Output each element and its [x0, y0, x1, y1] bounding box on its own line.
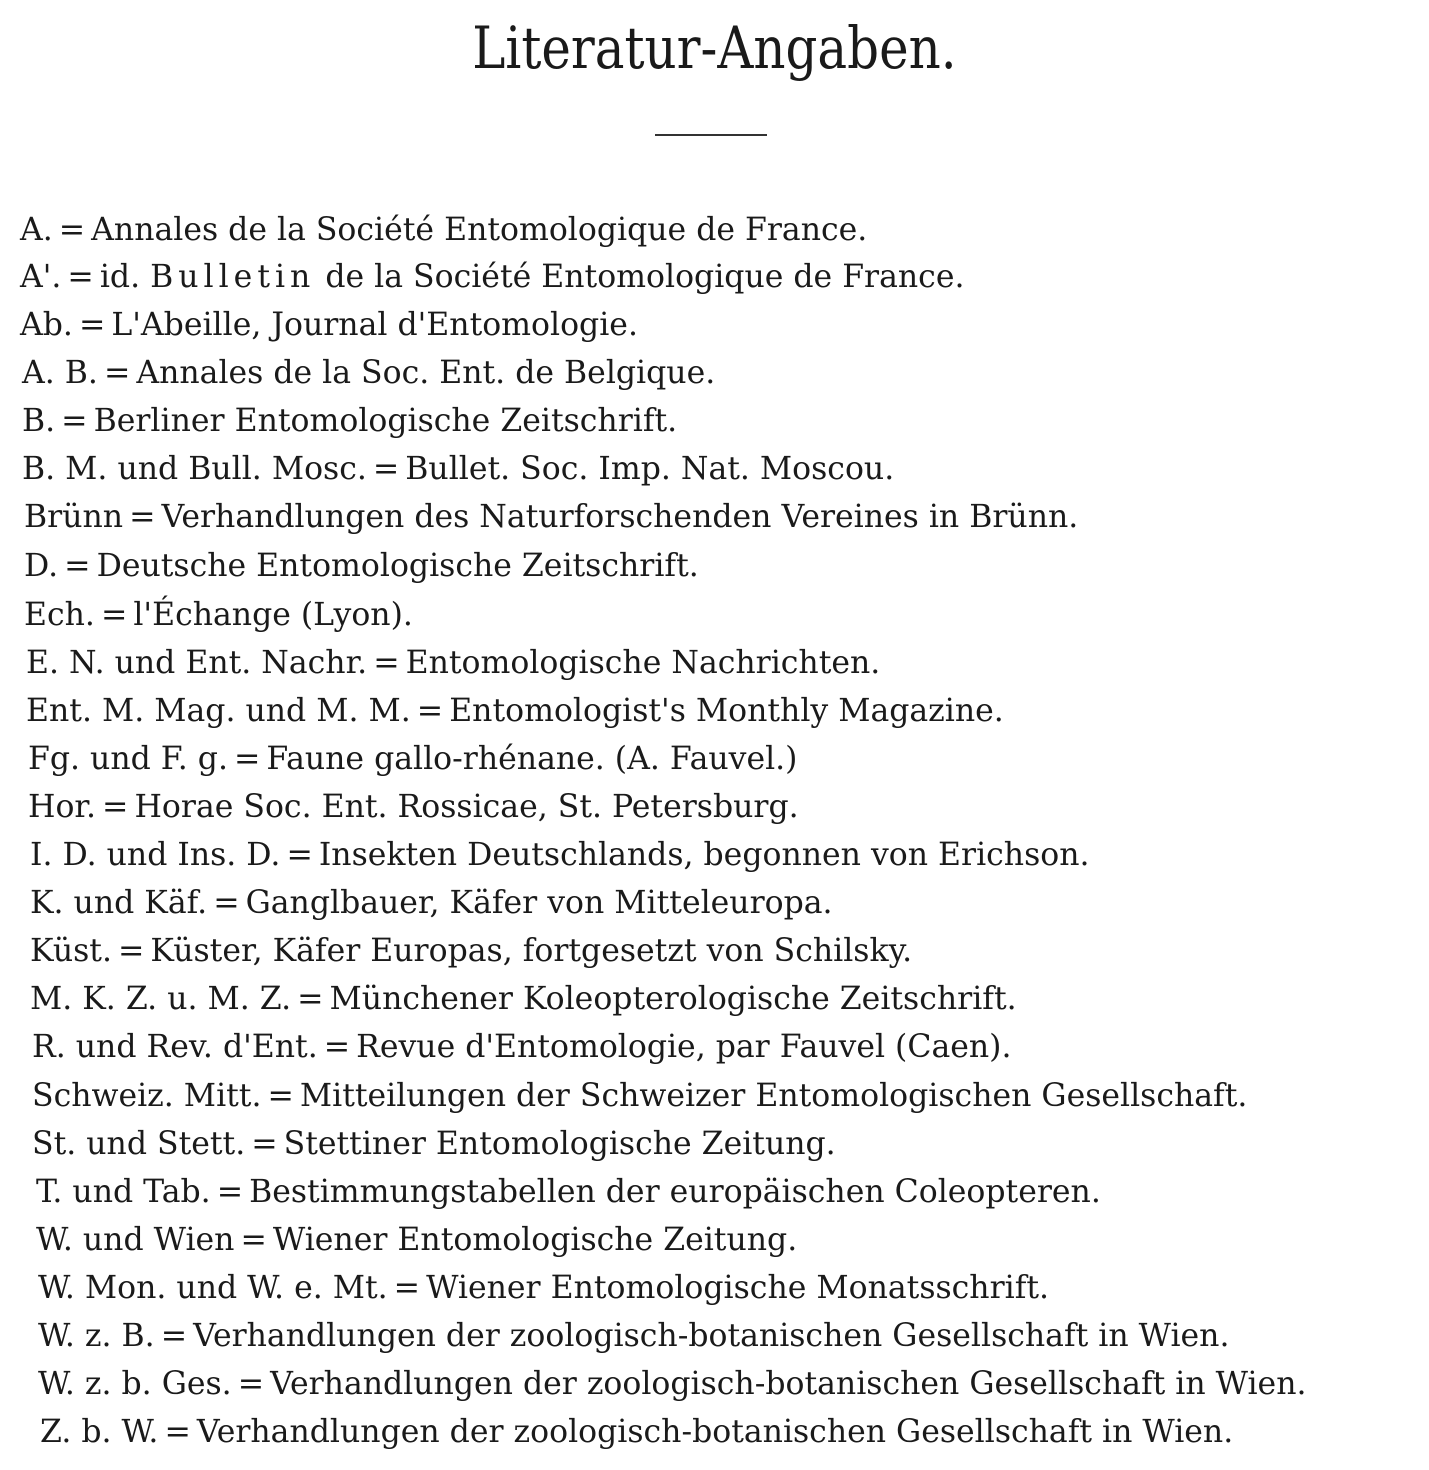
list-item: [30, 835, 1090, 875]
entry-title: Entomologist's Monthly Magazine.: [449, 693, 1004, 729]
entry-separator: =: [233, 741, 261, 777]
entry-separator: =: [67, 259, 94, 295]
list-item: [32, 1027, 1011, 1067]
entry-separator: =: [240, 1222, 267, 1258]
list-item: [20, 257, 964, 297]
entry-title: Verhandlungen der zoologisch-botanischen Gesellschaft in Wien.: [196, 1414, 1234, 1450]
entry-separator: =: [103, 355, 131, 391]
entry-title: Deutsche Entomologische Zeitschrift.: [96, 548, 699, 584]
entry-abbreviation: Ent. M. Mag. und M. M.: [26, 693, 411, 729]
list-item: [38, 1364, 1307, 1404]
entry-title: Verhandlungen des Naturforschenden Vereines in Brünn.: [161, 499, 1079, 535]
list-item: [22, 449, 894, 489]
page-title: Literatur-Angaben.: [472, 14, 957, 82]
entry-abbreviation: I. D. und Ins. D.: [30, 837, 281, 873]
entry-title: Mitteilungen der Schweizer Entomologischen Gesellschaft.: [299, 1078, 1248, 1114]
entry-abbreviation: W. Mon. und W. e. Mt.: [38, 1270, 388, 1306]
entry-separator: =: [286, 837, 313, 873]
entry-abbreviation: Küst.: [30, 933, 112, 969]
entry-separator: =: [61, 403, 88, 439]
entry-abbreviation: Fg. und F. g.: [28, 741, 228, 777]
list-item: [36, 1220, 797, 1260]
entry-separator: =: [117, 933, 145, 969]
entry-abbreviation: T. und Tab.: [36, 1174, 211, 1210]
entry-abbreviation: Schweiz. Mitt.: [32, 1078, 262, 1114]
entry-abbreviation: B. M. und Bull. Mosc.: [22, 451, 367, 487]
list-item: [24, 595, 413, 635]
list-item: [22, 401, 677, 441]
entry-separator: =: [416, 693, 444, 729]
entry-abbreviation: Hor.: [28, 789, 97, 825]
entry-title: Annales de la Soc. Ent. de Belgique.: [136, 355, 716, 391]
entry-title: Insekten Deutschlands, begonnen von Erichson.: [318, 837, 1090, 873]
entry-title: Horae Soc. Ent. Rossicae, St. Petersburg.: [134, 789, 799, 825]
entry-title: L'Abeille, Journal d'Entomologie.: [111, 307, 638, 343]
entry-title: Entomologische Nachrichten.: [405, 645, 881, 681]
list-item: [26, 643, 880, 683]
entry-abbreviation: Ab.: [20, 307, 73, 343]
entry-separator: =: [78, 307, 106, 343]
entry-separator: =: [213, 885, 240, 921]
entry-title: Ganglbauer, Käfer von Mitteleuropa.: [245, 885, 833, 921]
entry-abbreviation: B.: [22, 403, 56, 439]
list-item: [36, 1172, 1101, 1212]
list-item: [38, 1316, 1230, 1356]
entry-separator: =: [237, 1366, 265, 1402]
entry-separator: =: [129, 499, 156, 535]
entry-title: l'Échange (Lyon).: [133, 597, 413, 633]
entry-title: Annales de la Société Entomologique de France.: [91, 212, 868, 248]
list-item: [20, 305, 638, 345]
entry-abbreviation: W. z. b. Ges.: [38, 1366, 232, 1402]
list-item: [38, 1268, 1049, 1308]
list-item: [32, 1076, 1247, 1116]
entry-separator: =: [64, 548, 91, 584]
entry-separator: =: [323, 1029, 351, 1065]
entry-abbreviation: D.: [24, 548, 59, 584]
entry-separator: =: [160, 1318, 188, 1354]
entry-title: Wiener Entomologische Zeitung.: [272, 1222, 798, 1258]
entry-title: Bestimmungstabellen der europäischen Coleopteren.: [249, 1174, 1101, 1210]
entry-title: Bullet. Soc. Imp. Nat. Moscou.: [405, 451, 895, 487]
list-item: [30, 883, 833, 923]
entry-abbreviation: Brünn: [24, 499, 124, 535]
entry-separator: =: [100, 597, 128, 633]
entry-abbreviation: Z. b. W.: [40, 1414, 159, 1450]
entry-separator: =: [267, 1078, 294, 1114]
entry-title: Küster, Käfer Europas, fortgesetzt von Schilsky.: [150, 933, 913, 969]
entry-title-emphasis: Bulletin: [150, 259, 316, 295]
entry-abbreviation: R. und Rev. d'Ent.: [32, 1029, 318, 1065]
entry-abbreviation: A.: [20, 212, 53, 248]
list-item: [20, 210, 867, 250]
entry-title: Verhandlungen der zoologisch-botanischen Gesellschaft in Wien.: [193, 1318, 1230, 1354]
list-item: [28, 739, 797, 779]
entry-abbreviation: W. und Wien: [36, 1222, 235, 1258]
list-item: [30, 931, 912, 971]
entry-separator: =: [164, 1414, 191, 1450]
entry-title: de la Société Entomologique de France.: [315, 259, 965, 295]
entry-title: Faune gallo-rhénane. (A. Fauvel.): [266, 741, 798, 777]
entry-title: Verhandlungen der zoologisch-botanischen Gesellschaft in Wien.: [270, 1366, 1307, 1402]
entry-separator: =: [58, 212, 86, 248]
entry-title-prefix: id.: [99, 259, 151, 295]
entry-abbreviation: E. N. und Ent. Nachr.: [26, 645, 368, 681]
entry-separator: =: [373, 645, 400, 681]
entry-separator: =: [102, 789, 129, 825]
list-item: [28, 787, 799, 827]
entry-title: Revue d'Entomologie, par Fauvel (Caen).: [356, 1029, 1012, 1065]
entry-separator: =: [297, 981, 324, 1017]
entry-abbreviation: K. und Käf.: [30, 885, 208, 921]
list-item: [24, 546, 699, 586]
entry-separator: =: [216, 1174, 244, 1210]
entry-separator: =: [393, 1270, 421, 1306]
list-item: [40, 1412, 1233, 1452]
entry-abbreviation: Ech.: [24, 597, 95, 633]
list-item: [30, 979, 1017, 1019]
entry-abbreviation: M. K. Z. u. M. Z.: [30, 981, 292, 1017]
entry-separator: =: [372, 451, 400, 487]
entry-abbreviation: St. und Stett.: [32, 1126, 246, 1162]
entry-title: Münchener Koleopterologische Zeitschrift.: [329, 981, 1017, 1017]
list-item: [22, 353, 715, 393]
list-item: [26, 691, 1004, 731]
entry-abbreviation: W. z. B.: [38, 1318, 155, 1354]
entry-title: Stettiner Entomologische Zeitung.: [283, 1126, 836, 1162]
entry-abbreviation: A'.: [20, 259, 62, 295]
list-item: [32, 1124, 836, 1164]
entry-separator: =: [251, 1126, 278, 1162]
entry-title: Berliner Entomologische Zeitschrift.: [93, 403, 678, 439]
entry-abbreviation: A. B.: [22, 355, 98, 391]
list-item: [24, 497, 1078, 537]
entry-title: Wiener Entomologische Monatsschrift.: [426, 1270, 1050, 1306]
